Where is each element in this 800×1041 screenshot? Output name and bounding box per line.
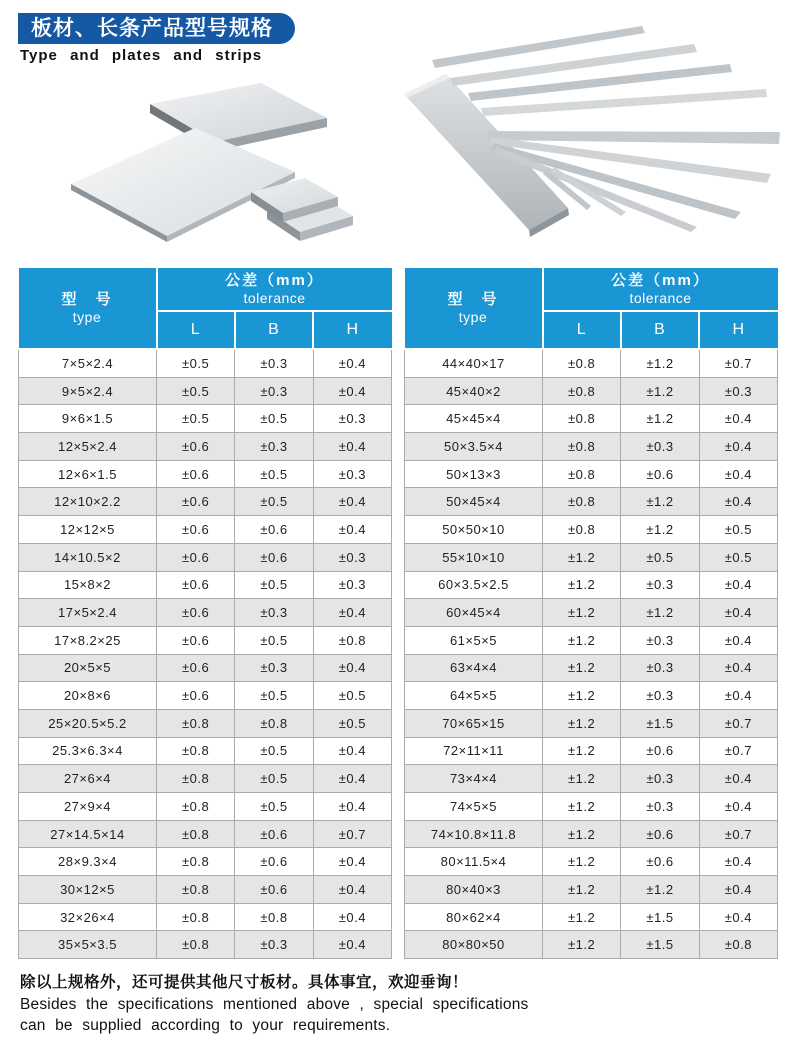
tolerance-cell: ±0.8 bbox=[157, 793, 235, 821]
tolerance-cell: ±0.4 bbox=[699, 488, 777, 516]
col-header-B: B bbox=[235, 311, 313, 349]
table-row bbox=[405, 488, 778, 516]
tolerance-cell: ±0.5 bbox=[313, 682, 391, 710]
tolerance-cell: ±0.7 bbox=[699, 709, 777, 737]
tolerance-cell: ±0.3 bbox=[313, 571, 391, 599]
table-row bbox=[19, 737, 392, 765]
tolerance-cell: ±0.7 bbox=[699, 820, 777, 848]
tolerance-cell: ±0.4 bbox=[699, 903, 777, 931]
tolerance-cell: ±0.3 bbox=[235, 931, 313, 959]
type-cell: 80×11.5×4 bbox=[405, 848, 543, 876]
table-row bbox=[405, 876, 778, 904]
table-row bbox=[19, 709, 392, 737]
table-row bbox=[405, 682, 778, 710]
tolerance-cell: ±0.6 bbox=[157, 460, 235, 488]
tolerance-cell: ±1.2 bbox=[543, 876, 621, 904]
tolerance-cell: ±0.8 bbox=[157, 765, 235, 793]
tolerance-column-header bbox=[157, 268, 392, 311]
tolerance-cell: ±0.7 bbox=[699, 737, 777, 765]
tolerance-cell: ±0.8 bbox=[543, 460, 621, 488]
tolerance-cell: ±0.3 bbox=[235, 654, 313, 682]
table-row bbox=[19, 765, 392, 793]
tolerance-cell: ±0.6 bbox=[235, 516, 313, 544]
tolerance-cell: ±0.4 bbox=[699, 405, 777, 433]
tolerance-cell: ±0.3 bbox=[621, 571, 699, 599]
tolerance-cell: ±0.3 bbox=[621, 765, 699, 793]
type-cell: 45×45×4 bbox=[405, 405, 543, 433]
type-cell: 64×5×5 bbox=[405, 682, 543, 710]
tolerance-cell: ±0.6 bbox=[157, 516, 235, 544]
footer-note-cn: 除以上规格外，还可提供其他尺寸板材。具体事宜，欢迎垂询！ bbox=[20, 974, 469, 991]
type-cell: 45×40×2 bbox=[405, 377, 543, 405]
table-row bbox=[405, 543, 778, 571]
tolerance-cell: ±0.8 bbox=[157, 709, 235, 737]
tolerance-cell: ±0.8 bbox=[543, 377, 621, 405]
tolerance-cell: ±0.6 bbox=[621, 460, 699, 488]
tolerance-header-en: tolerance bbox=[243, 290, 306, 306]
tolerance-cell: ±0.8 bbox=[543, 516, 621, 544]
type-header-cn: 型 号 bbox=[61, 291, 113, 308]
tolerance-cell: ±1.2 bbox=[543, 599, 621, 627]
spec-table-left bbox=[18, 268, 392, 959]
table-row bbox=[19, 377, 392, 405]
tolerance-cell: ±0.7 bbox=[313, 820, 391, 848]
tolerance-cell: ±1.2 bbox=[621, 488, 699, 516]
table-row bbox=[19, 599, 392, 627]
tolerance-cell: ±0.6 bbox=[621, 848, 699, 876]
tolerance-cell: ±0.5 bbox=[621, 543, 699, 571]
table-row bbox=[405, 931, 778, 959]
tolerance-cell: ±0.4 bbox=[313, 931, 391, 959]
type-cell: 80×40×3 bbox=[405, 876, 543, 904]
type-cell: 74×10.8×11.8 bbox=[405, 820, 543, 848]
table-row bbox=[405, 848, 778, 876]
type-cell: 28×9.3×4 bbox=[19, 848, 157, 876]
type-cell: 12×6×1.5 bbox=[19, 460, 157, 488]
table-row bbox=[405, 460, 778, 488]
type-cell: 9×5×2.4 bbox=[19, 377, 157, 405]
tolerance-cell: ±0.6 bbox=[157, 654, 235, 682]
table-row bbox=[405, 599, 778, 627]
type-cell: 35×5×3.5 bbox=[19, 931, 157, 959]
tolerance-cell: ±0.8 bbox=[543, 349, 621, 377]
tolerance-cell: ±0.3 bbox=[621, 654, 699, 682]
tolerance-cell: ±0.6 bbox=[235, 543, 313, 571]
type-cell: 25.3×6.3×4 bbox=[19, 737, 157, 765]
tolerance-cell: ±0.5 bbox=[235, 765, 313, 793]
tolerance-cell: ±1.2 bbox=[543, 682, 621, 710]
tolerance-cell: ±0.5 bbox=[157, 405, 235, 433]
table-row bbox=[19, 488, 392, 516]
tolerance-cell: ±0.4 bbox=[699, 433, 777, 461]
tolerance-cell: ±0.3 bbox=[621, 433, 699, 461]
table-row bbox=[19, 460, 392, 488]
tolerance-cell: ±0.4 bbox=[313, 737, 391, 765]
col-header-H: H bbox=[699, 311, 777, 349]
col-header-L: L bbox=[543, 311, 621, 349]
tolerance-cell: ±0.5 bbox=[235, 405, 313, 433]
tolerance-cell: ±0.6 bbox=[157, 433, 235, 461]
page-subtitle: Type and plates and strips bbox=[20, 47, 263, 64]
tolerance-cell: ±0.4 bbox=[699, 876, 777, 904]
tolerance-cell: ±0.8 bbox=[157, 848, 235, 876]
tolerance-cell: ±0.5 bbox=[235, 488, 313, 516]
tolerance-cell: ±0.5 bbox=[235, 793, 313, 821]
footer-note bbox=[20, 972, 782, 1036]
type-cell: 17×8.2×25 bbox=[19, 626, 157, 654]
table-row bbox=[405, 405, 778, 433]
type-cell: 27×14.5×14 bbox=[19, 820, 157, 848]
type-cell: 14×10.5×2 bbox=[19, 543, 157, 571]
type-cell: 25×20.5×5.2 bbox=[19, 709, 157, 737]
table-row bbox=[19, 903, 392, 931]
type-cell: 15×8×2 bbox=[19, 571, 157, 599]
tolerance-cell: ±0.3 bbox=[235, 433, 313, 461]
spec-table-right bbox=[404, 268, 778, 959]
table-row bbox=[405, 709, 778, 737]
table-row bbox=[19, 571, 392, 599]
tolerance-cell: ±0.4 bbox=[313, 793, 391, 821]
tolerance-cell: ±0.6 bbox=[157, 488, 235, 516]
tolerance-cell: ±1.2 bbox=[621, 405, 699, 433]
tolerance-cell: ±0.5 bbox=[699, 516, 777, 544]
tolerance-cell: ±0.4 bbox=[699, 848, 777, 876]
tolerance-cell: ±0.4 bbox=[313, 377, 391, 405]
tolerance-cell: ±0.4 bbox=[313, 516, 391, 544]
table-row bbox=[405, 765, 778, 793]
table-row bbox=[19, 876, 392, 904]
tolerance-cell: ±0.4 bbox=[313, 433, 391, 461]
table-row bbox=[19, 654, 392, 682]
tolerance-cell: ±1.2 bbox=[543, 737, 621, 765]
tolerance-header-cn: 公差（mm） bbox=[225, 272, 324, 289]
table-row bbox=[405, 516, 778, 544]
table-row bbox=[405, 737, 778, 765]
tolerance-cell: ±0.4 bbox=[699, 460, 777, 488]
type-cell: 50×13×3 bbox=[405, 460, 543, 488]
table-row bbox=[405, 433, 778, 461]
tolerance-column-header bbox=[543, 268, 778, 311]
table-row bbox=[19, 405, 392, 433]
tolerance-cell: ±0.8 bbox=[313, 626, 391, 654]
tolerance-cell: ±0.5 bbox=[235, 682, 313, 710]
tolerance-cell: ±0.4 bbox=[699, 682, 777, 710]
tolerance-cell: ±0.8 bbox=[235, 709, 313, 737]
table-row bbox=[405, 349, 778, 377]
tolerance-header-en: tolerance bbox=[629, 290, 692, 306]
table-row bbox=[19, 682, 392, 710]
tolerance-cell: ±0.3 bbox=[313, 543, 391, 571]
tolerance-cell: ±0.3 bbox=[621, 682, 699, 710]
tolerance-cell: ±0.5 bbox=[235, 737, 313, 765]
tolerance-cell: ±0.8 bbox=[543, 433, 621, 461]
table-row bbox=[405, 377, 778, 405]
tolerance-cell: ±0.6 bbox=[157, 571, 235, 599]
table-row bbox=[19, 349, 392, 377]
tolerance-cell: ±1.2 bbox=[543, 765, 621, 793]
type-cell: 55×10×10 bbox=[405, 543, 543, 571]
tolerance-cell: ±1.2 bbox=[621, 516, 699, 544]
type-column-header bbox=[19, 268, 157, 349]
metal-strips-photo bbox=[388, 16, 792, 244]
tolerance-cell: ±0.8 bbox=[157, 903, 235, 931]
type-cell: 12×12×5 bbox=[19, 516, 157, 544]
type-cell: 27×9×4 bbox=[19, 793, 157, 821]
tolerance-cell: ±0.4 bbox=[313, 848, 391, 876]
type-cell: 7×5×2.4 bbox=[19, 349, 157, 377]
tolerance-cell: ±1.5 bbox=[621, 903, 699, 931]
type-cell: 20×8×6 bbox=[19, 682, 157, 710]
table-row bbox=[19, 931, 392, 959]
tolerance-cell: ±0.8 bbox=[543, 488, 621, 516]
tolerance-cell: ±1.2 bbox=[621, 349, 699, 377]
tolerance-cell: ±0.6 bbox=[157, 626, 235, 654]
tolerance-cell: ±1.2 bbox=[621, 876, 699, 904]
col-header-B: B bbox=[621, 311, 699, 349]
type-cell: 20×5×5 bbox=[19, 654, 157, 682]
table-row bbox=[405, 903, 778, 931]
table-row bbox=[405, 820, 778, 848]
tolerance-cell: ±0.3 bbox=[235, 349, 313, 377]
type-header-cn: 型 号 bbox=[447, 291, 499, 308]
tolerance-cell: ±1.2 bbox=[543, 848, 621, 876]
tolerance-cell: ±1.2 bbox=[543, 571, 621, 599]
tolerance-cell: ±0.4 bbox=[699, 793, 777, 821]
tolerance-cell: ±0.3 bbox=[621, 626, 699, 654]
table-row bbox=[19, 626, 392, 654]
tolerance-cell: ±0.5 bbox=[235, 571, 313, 599]
type-cell: 12×10×2.2 bbox=[19, 488, 157, 516]
tolerance-cell: ±1.2 bbox=[621, 377, 699, 405]
tolerance-cell: ±0.4 bbox=[313, 349, 391, 377]
type-cell: 60×3.5×2.5 bbox=[405, 571, 543, 599]
tolerance-header-cn: 公差（mm） bbox=[611, 272, 710, 289]
type-cell: 44×40×17 bbox=[405, 349, 543, 377]
tolerance-cell: ±0.8 bbox=[157, 931, 235, 959]
type-cell: 9×6×1.5 bbox=[19, 405, 157, 433]
table-row bbox=[405, 571, 778, 599]
tolerance-cell: ±0.4 bbox=[699, 599, 777, 627]
tolerance-cell: ±0.3 bbox=[699, 377, 777, 405]
tolerance-cell: ±0.7 bbox=[699, 349, 777, 377]
tolerance-cell: ±0.4 bbox=[699, 765, 777, 793]
tolerance-cell: ±0.6 bbox=[235, 848, 313, 876]
table-row bbox=[405, 626, 778, 654]
type-header-en: type bbox=[458, 309, 488, 325]
tolerance-cell: ±0.3 bbox=[313, 460, 391, 488]
tolerance-cell: ±0.8 bbox=[157, 876, 235, 904]
tolerance-cell: ±0.4 bbox=[699, 571, 777, 599]
spec-tables bbox=[18, 268, 778, 959]
type-cell: 72×11×11 bbox=[405, 737, 543, 765]
table-row bbox=[19, 848, 392, 876]
type-cell: 50×45×4 bbox=[405, 488, 543, 516]
type-cell: 17×5×2.4 bbox=[19, 599, 157, 627]
tolerance-cell: ±1.2 bbox=[543, 793, 621, 821]
tolerance-cell: ±0.6 bbox=[621, 820, 699, 848]
tolerance-cell: ±0.8 bbox=[699, 931, 777, 959]
type-cell: 74×5×5 bbox=[405, 793, 543, 821]
tolerance-cell: ±0.5 bbox=[699, 543, 777, 571]
tolerance-cell: ±1.5 bbox=[621, 931, 699, 959]
tolerance-cell: ±0.6 bbox=[157, 543, 235, 571]
tolerance-cell: ±0.3 bbox=[235, 599, 313, 627]
table-row bbox=[19, 543, 392, 571]
footer-note-en-2: can be supplied according to your requirements. bbox=[20, 1017, 391, 1034]
type-header-en: type bbox=[72, 309, 102, 325]
tolerance-cell: ±0.4 bbox=[313, 654, 391, 682]
tolerance-cell: ±0.6 bbox=[235, 876, 313, 904]
tolerance-cell: ±0.5 bbox=[157, 349, 235, 377]
tolerance-cell: ±1.2 bbox=[543, 654, 621, 682]
tolerance-cell: ±1.2 bbox=[543, 820, 621, 848]
tolerance-cell: ±0.4 bbox=[313, 488, 391, 516]
page-title: 板材、长条产品型号规格 bbox=[31, 17, 273, 40]
type-cell: 32×26×4 bbox=[19, 903, 157, 931]
type-cell: 50×50×10 bbox=[405, 516, 543, 544]
type-cell: 61×5×5 bbox=[405, 626, 543, 654]
tolerance-cell: ±1.5 bbox=[621, 709, 699, 737]
tolerance-cell: ±0.8 bbox=[235, 903, 313, 931]
type-cell: 12×5×2.4 bbox=[19, 433, 157, 461]
tolerance-cell: ±0.4 bbox=[313, 765, 391, 793]
tolerance-cell: ±1.2 bbox=[543, 903, 621, 931]
tolerance-cell: ±0.6 bbox=[157, 599, 235, 627]
tolerance-cell: ±0.4 bbox=[699, 626, 777, 654]
tolerance-cell: ±1.2 bbox=[543, 626, 621, 654]
col-header-H: H bbox=[313, 311, 391, 349]
type-cell: 30×12×5 bbox=[19, 876, 157, 904]
table-row bbox=[405, 793, 778, 821]
type-cell: 63×4×4 bbox=[405, 654, 543, 682]
tolerance-cell: ±0.8 bbox=[157, 820, 235, 848]
tolerance-cell: ±1.2 bbox=[543, 543, 621, 571]
type-column-header bbox=[405, 268, 543, 349]
tolerance-cell: ±0.5 bbox=[235, 460, 313, 488]
metal-plates-photo bbox=[55, 78, 385, 256]
tolerance-cell: ±0.3 bbox=[235, 377, 313, 405]
tolerance-cell: ±0.5 bbox=[313, 709, 391, 737]
col-header-L: L bbox=[157, 311, 235, 349]
tolerance-cell: ±0.6 bbox=[621, 737, 699, 765]
tolerance-cell: ±1.2 bbox=[543, 709, 621, 737]
type-cell: 60×45×4 bbox=[405, 599, 543, 627]
type-cell: 50×3.5×4 bbox=[405, 433, 543, 461]
tolerance-cell: ±0.4 bbox=[699, 654, 777, 682]
table-row bbox=[19, 433, 392, 461]
type-cell: 80×62×4 bbox=[405, 903, 543, 931]
tolerance-cell: ±0.5 bbox=[157, 377, 235, 405]
type-cell: 70×65×15 bbox=[405, 709, 543, 737]
table-row bbox=[19, 516, 392, 544]
tolerance-cell: ±0.3 bbox=[313, 405, 391, 433]
tolerance-cell: ±1.2 bbox=[621, 599, 699, 627]
tolerance-cell: ±0.6 bbox=[235, 820, 313, 848]
table-row bbox=[19, 793, 392, 821]
tolerance-cell: ±1.2 bbox=[543, 931, 621, 959]
tolerance-cell: ±0.6 bbox=[157, 682, 235, 710]
tolerance-cell: ±0.8 bbox=[157, 737, 235, 765]
table-row bbox=[405, 654, 778, 682]
type-cell: 80×80×50 bbox=[405, 931, 543, 959]
page-title-banner bbox=[18, 13, 295, 44]
tolerance-cell: ±0.8 bbox=[543, 405, 621, 433]
tolerance-cell: ±0.4 bbox=[313, 903, 391, 931]
type-cell: 27×6×4 bbox=[19, 765, 157, 793]
tolerance-cell: ±0.4 bbox=[313, 876, 391, 904]
tolerance-cell: ±0.4 bbox=[313, 599, 391, 627]
footer-note-en-1: Besides the specifications mentioned above , special specifications bbox=[20, 996, 529, 1013]
table-row bbox=[19, 820, 392, 848]
type-cell: 73×4×4 bbox=[405, 765, 543, 793]
tolerance-cell: ±0.5 bbox=[235, 626, 313, 654]
tolerance-cell: ±0.3 bbox=[621, 793, 699, 821]
